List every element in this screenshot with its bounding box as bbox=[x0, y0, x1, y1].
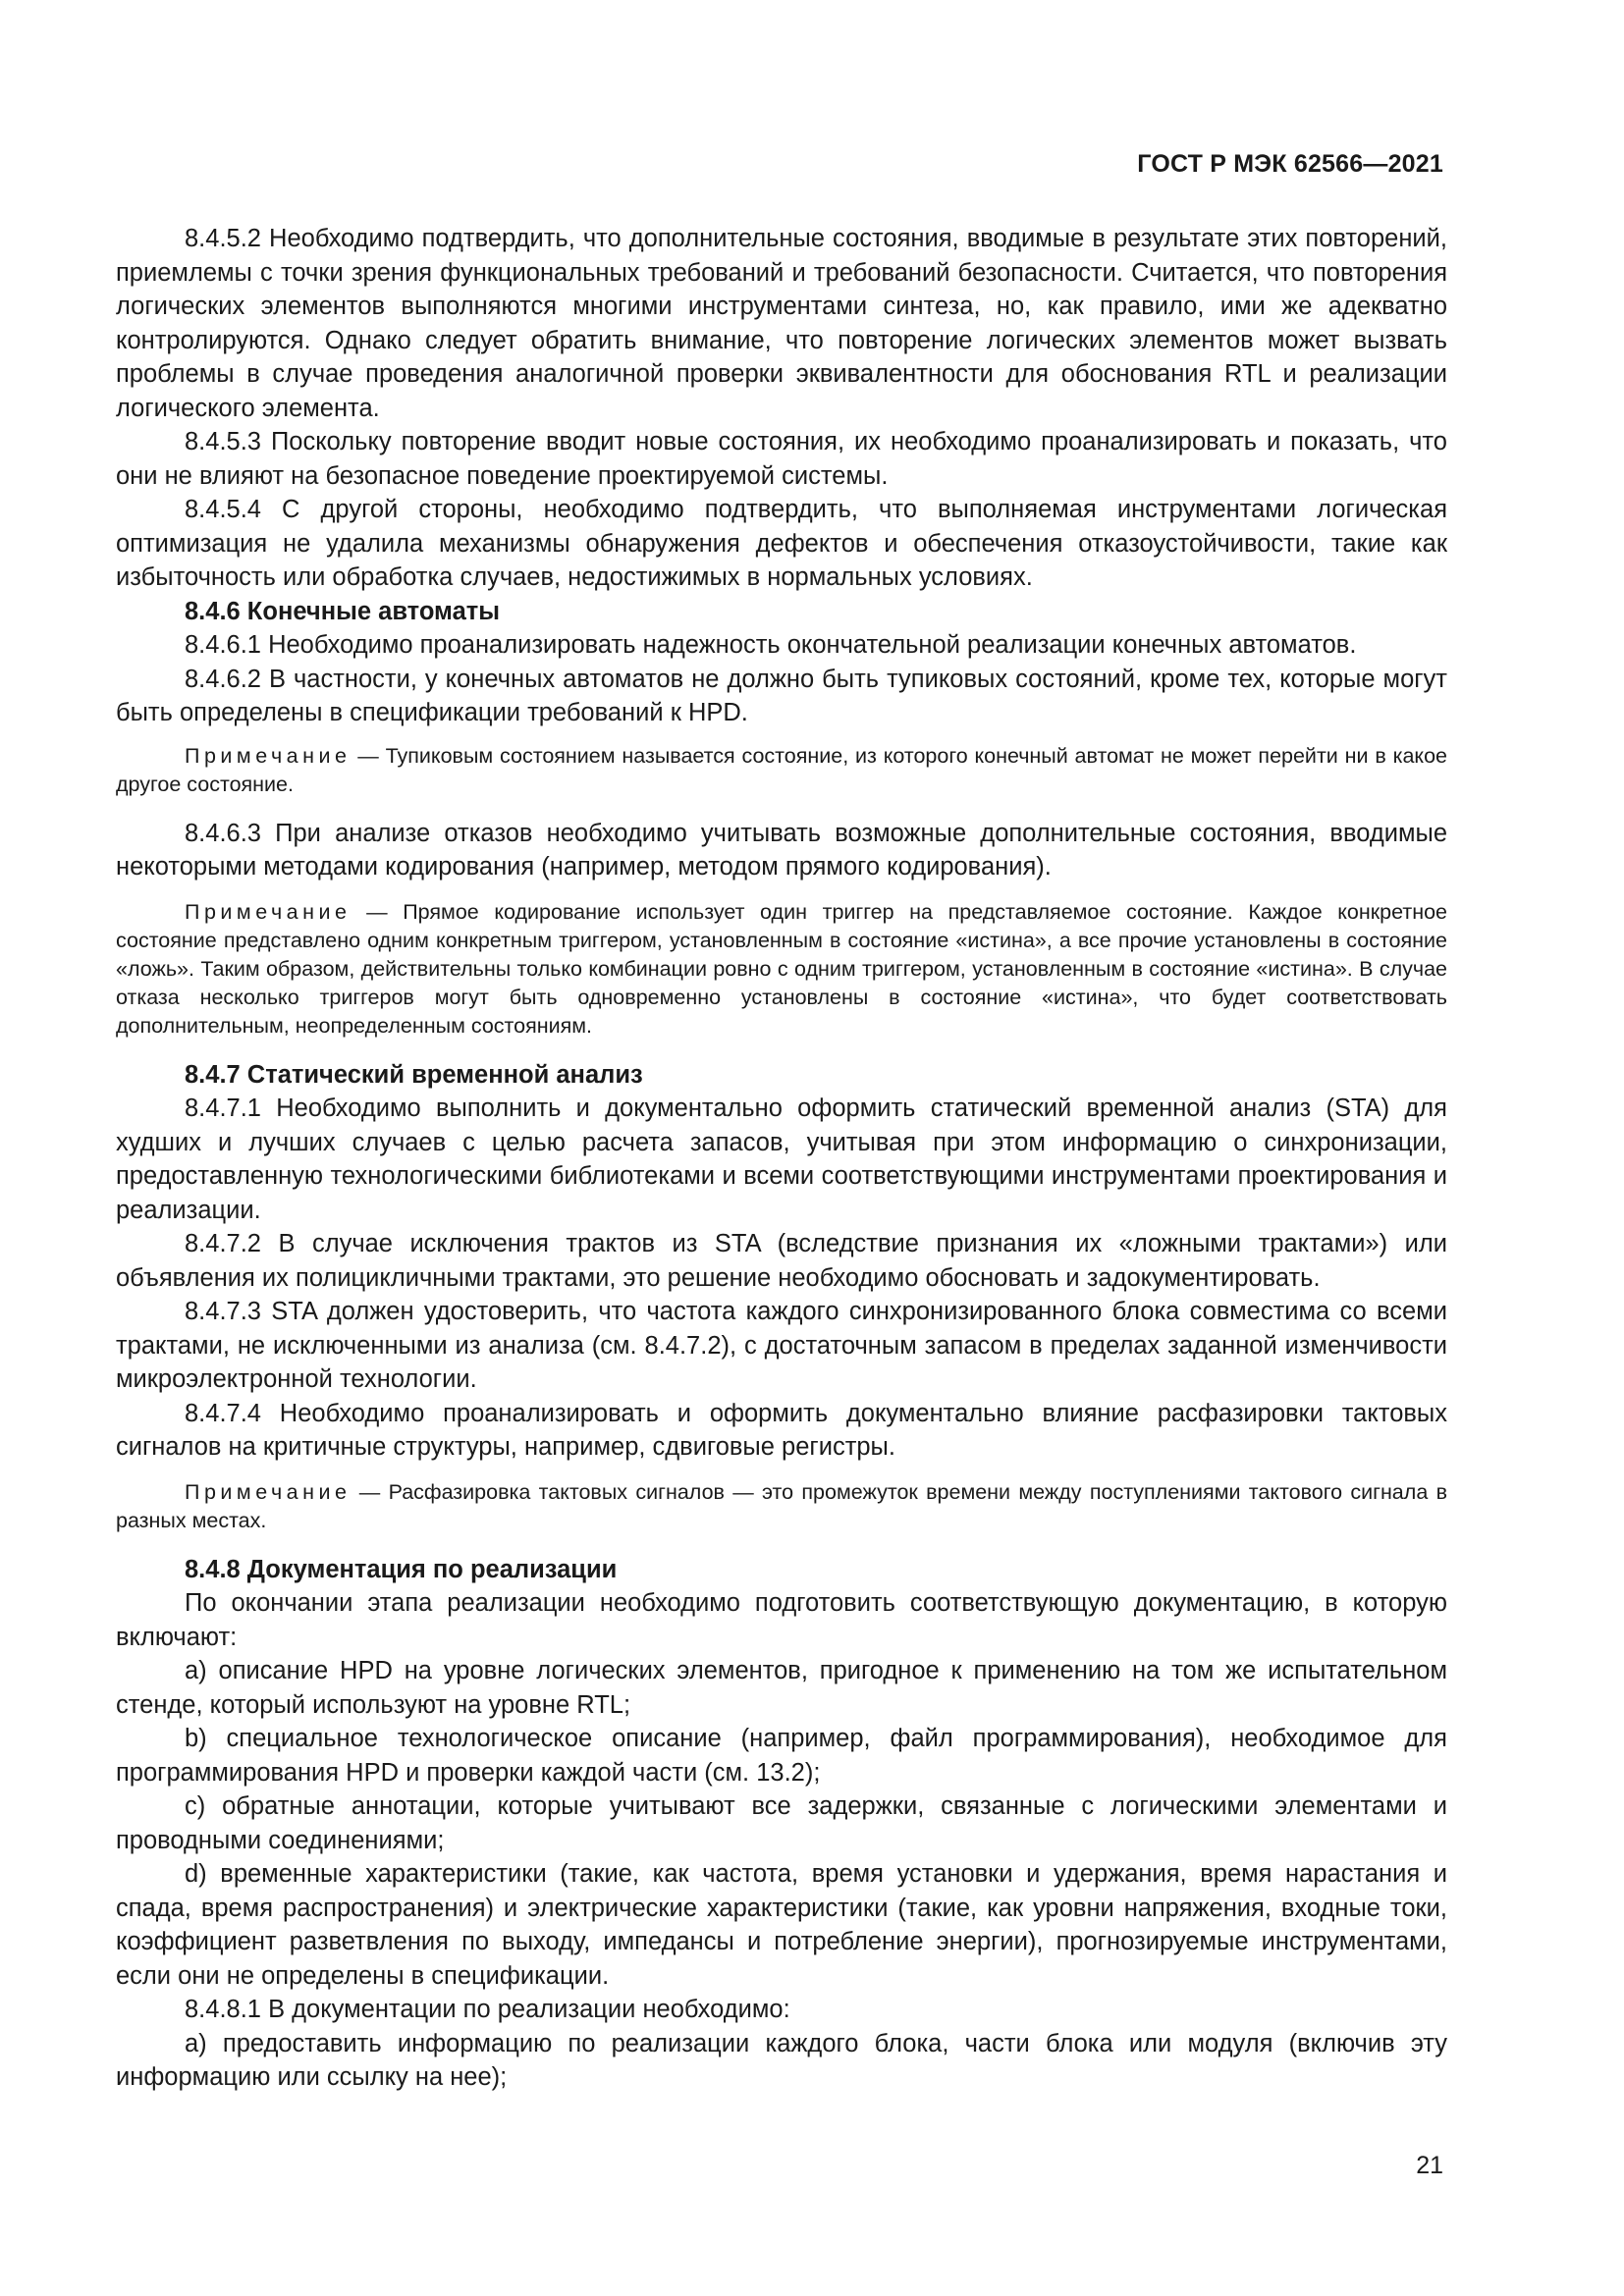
section-heading-8-4-7: 8.4.7 Статический временной анализ bbox=[185, 1060, 643, 1089]
paragraph-8-4-5-2: 8.4.5.2 Необходимо подтвердить, что дополнительные состояния, вводимые в результате этих повторений, приемлемы с точки зрения функциональных требований и требований безопасности. Считается, что повторения логических элементов выполняются многими инструментами синтеза, но, как правило, ими же адекватно контролируются. Однако следует обратить внимание, что повторение логических элементов может вызвать проблемы в случае проведения аналогичной проверки эквивалентности для обоснования RTL и реализации логического элемента. bbox=[116, 225, 1447, 422]
page-number: 21 bbox=[1416, 2152, 1443, 2179]
list-item-d: d) временные характеристики (такие, как частота, время установки и удержания, время нарастания и спада, время распространения) и электрические характеристики (такие, как уровни напряжения, входные токи, коэффициент разветвления по выходу, импедансы и потребление энергии), прогнозируемые инструментами, если они не определены в спецификации. bbox=[116, 1860, 1447, 1990]
paragraph-8-4-8-1: 8.4.8.1 В документации по реализации необходимо: bbox=[185, 1996, 790, 2023]
paragraph-8-4-6-2: 8.4.6.2 В частности, у конечных автоматов не должно быть тупиковых состояний, кроме тех, которые могут быть определены в спецификации требований к HPD. bbox=[116, 665, 1447, 726]
note-dead-end-state bbox=[116, 742, 1447, 799]
list-item-a-8-4-8-1: a) предоставить информацию по реализации каждого блока, части блока или модуля (включив эту информацию или ссылку на нее); bbox=[116, 2029, 1447, 2091]
list-item-c: c) обратные аннотации, которые учитывают все задержки, связанные с логическими элементами и проводными соединениями; bbox=[116, 1792, 1447, 1854]
page-body bbox=[116, 222, 1447, 2095]
paragraph-8-4-7-1: 8.4.7.1 Необходимо выполнить и документально оформить статический временной анализ (STA) для худших и лучших случаев с целью расчета запасов, учитывая при этом информацию о синхронизации, предоставленную технологическими библиотеками и всеми соответствующими инструментами проектирования и реализации. bbox=[116, 1095, 1447, 1224]
section-heading-8-4-6: 8.4.6 Конечные автоматы bbox=[185, 597, 501, 625]
paragraph-8-4-6-1: 8.4.6.1 Необходимо проанализировать надежность окончательной реализации конечных автоматов. bbox=[185, 631, 1357, 659]
paragraph-8-4-5-3: 8.4.5.3 Поскольку повторение вводит новые состояния, их необходимо проанализировать и показать, что они не влияют на безопасное поведение проектируемой системы. bbox=[116, 428, 1447, 490]
note-text: — Тупиковым состоянием называется состояние, из которого конечный автомат не может перейти ни в какое другое состояние. bbox=[116, 743, 1447, 796]
note-text: — Расфазировка тактовых сигналов — это промежуток времени между поступлениями тактового сигнала в разных местах. bbox=[116, 1479, 1447, 1532]
paragraph-implementation-docs-intro: По окончании этапа реализации необходимо подготовить соответствующую документацию, в которую включают: bbox=[116, 1589, 1447, 1651]
paragraph-8-4-6-3: 8.4.6.3 При анализе отказов необходимо учитывать возможные дополнительные состояния, вводимые некоторыми методами кодирования (например, методом прямого кодирования). bbox=[116, 819, 1447, 881]
paragraph-8-4-7-2: 8.4.7.2 В случае исключения трактов из STA (вследствие признания их «ложными трактами») или объявления их полицикличными трактами, это решение необходимо обосновать и задокументировать. bbox=[116, 1230, 1447, 1292]
paragraph-8-4-7-3: 8.4.7.3 STA должен удостоверить, что частота каждого синхронизированного блока совместима со всеми трактами, не исключенными из анализа (см. 8.4.7.2), с достаточным запасом в пределах заданной изменчивости микроэлектронной технологии. bbox=[116, 1298, 1447, 1393]
paragraph-8-4-5-4: 8.4.5.4 С другой стороны, необходимо подтвердить, что выполняемая инструментами логическая оптимизация не удалила механизмы обнаружения дефектов и обеспечения отказоустойчивости, такие как избыточность или обработка случаев, недостижимых в нормальных условиях. bbox=[116, 496, 1447, 591]
note-label: Примечание bbox=[185, 899, 352, 924]
standard-code-header: ГОСТ Р МЭК 62566—2021 bbox=[1137, 150, 1443, 178]
paragraph-8-4-7-4: 8.4.7.4 Необходимо проанализировать и оформить документально влияние расфазировки тактовых сигналов на критичные структуры, например, сдвиговые регистры. bbox=[116, 1399, 1447, 1461]
list-item-a: a) описание HPD на уровне логических элементов, пригодное к применению на том же испытательном стенде, который используют на уровне RTL; bbox=[116, 1657, 1447, 1719]
note-clock-skew bbox=[116, 1478, 1447, 1535]
note-label: Примечание bbox=[185, 743, 352, 768]
note-label: Примечание bbox=[185, 1479, 352, 1504]
section-heading-8-4-8: 8.4.8 Документация по реализации bbox=[185, 1555, 618, 1583]
note-one-hot-encoding bbox=[116, 898, 1447, 1041]
list-item-b: b) специальное технологическое описание (например, файл программирования), необходимое для программирования HPD и проверки каждой части (см. 13.2); bbox=[116, 1725, 1447, 1787]
note-text: — Прямое кодирование использует один триггер на представляемое состояние. Каждое конкретное состояние представлено одним конкретным триггером, установленным в состояние «истина», а все прочие установлены в состояние «ложь». Таким образом, действительны только комбинации ровно с одним триггером, установленным в состояние «истина». В случае отказа несколько триггеров могут быть одновременно установлены в состояние «истина», что будет соответствовать дополнительным, неопределенным состояниям. bbox=[116, 899, 1447, 1038]
